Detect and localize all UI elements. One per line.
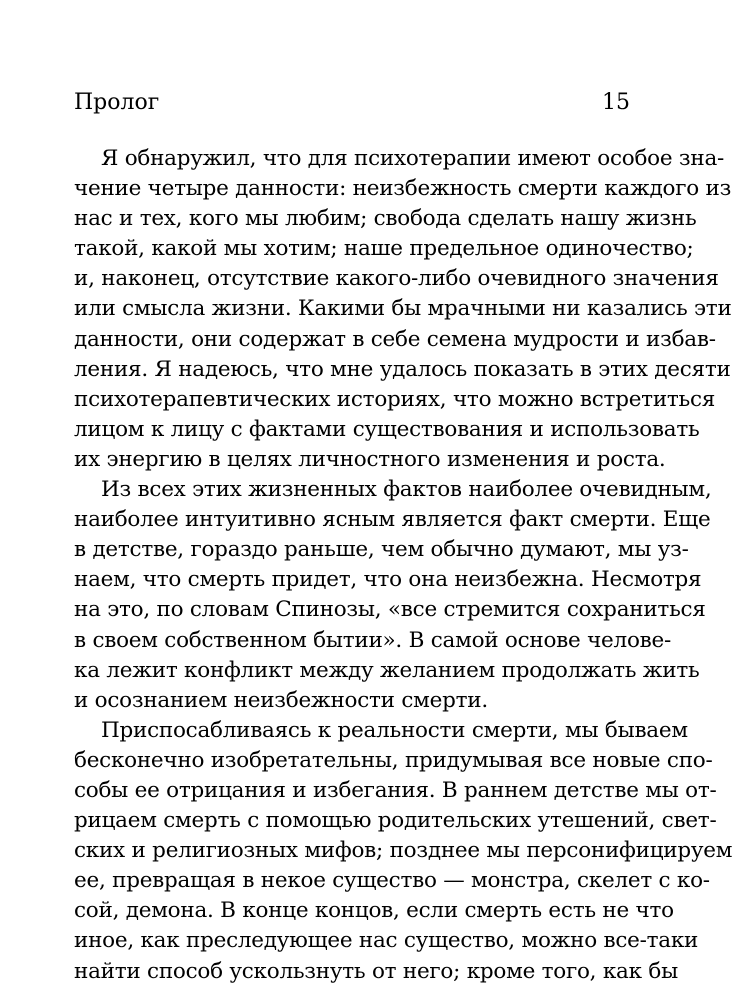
text-line: или смысла жизни. Какими бы мрачными ни казались эти <box>74 296 732 322</box>
running-header <box>74 88 630 118</box>
text-line: ее, превращая в некое существо — монстра, скелет с ко- <box>74 868 710 894</box>
text-line: сой, демона. В конце концов, если смерть есть не что <box>74 898 674 924</box>
text-line: ских и религиозных мифов; позднее мы персонифицируем <box>74 838 733 864</box>
text-line: Я обнаружил, что для психотерапии имеют особое зна- <box>101 146 725 171</box>
text-line: и осознанием неизбежности смерти. <box>74 687 488 713</box>
text-line: бесконечно изобретательны, придумывая все новые спо- <box>74 747 713 773</box>
body-text <box>74 144 733 987</box>
text-line: найти способ ускользнуть от него; кроме того, как бы <box>74 958 678 984</box>
text-line: нас и тех, кого мы любим; свобода сделать нашу жизнь <box>74 206 697 232</box>
text-line: такой, какой мы хотим; наше предельное одиночество; <box>74 236 694 262</box>
text-line: ления. Я надеюсь, что мне удалось показать в этих десяти <box>74 356 731 382</box>
text-line: в своем собственном бытии». В самой основе челове- <box>74 627 671 653</box>
paragraph-1 <box>74 144 732 475</box>
page-number: 15 <box>602 90 630 115</box>
text-line: наем, что смерть придет, что она неизбежна. Несмотря <box>74 567 702 593</box>
text-line: в детстве, гораздо раньше, чем обычно думают, мы уз- <box>74 537 689 563</box>
text-line: психотерапевтических историях, что можно встретиться <box>74 386 716 412</box>
text-line: на это, по словам Спинозы, «все стремится сохраниться <box>74 597 706 623</box>
text-line: и, наконец, отсутствие какого-либо очевидного значения <box>74 266 719 292</box>
text-line: чение четыре данности: неизбежность смерти каждого из <box>74 176 732 202</box>
paragraph-3 <box>74 716 733 987</box>
text-line: ка лежит конфликт между желанием продолжать жить <box>74 657 700 683</box>
chapter-title: Пролог <box>74 90 160 115</box>
text-line: наиболее интуитивно ясным является факт смерти. Еще <box>74 507 711 533</box>
text-line: лицом к лицу с фактами существования и использовать <box>74 416 700 442</box>
text-line: их энергию в целях личностного изменения и роста. <box>74 446 666 472</box>
text-line: иное, как преследующее нас существо, можно все-таки <box>74 928 699 954</box>
text-line: Из всех этих жизненных фактов наиболее очевидным, <box>101 477 712 503</box>
paragraph-2 <box>74 475 712 716</box>
text-line: собы ее отрицания и избегания. В раннем детстве мы от- <box>74 777 717 803</box>
text-line: рицаем смерть с помощью родительских утешений, свет- <box>74 808 717 834</box>
text-line: Приспосабливаясь к реальности смерти, мы бываем <box>101 717 688 743</box>
text-line: данности, они содержат в себе семена мудрости и избав- <box>74 326 716 352</box>
